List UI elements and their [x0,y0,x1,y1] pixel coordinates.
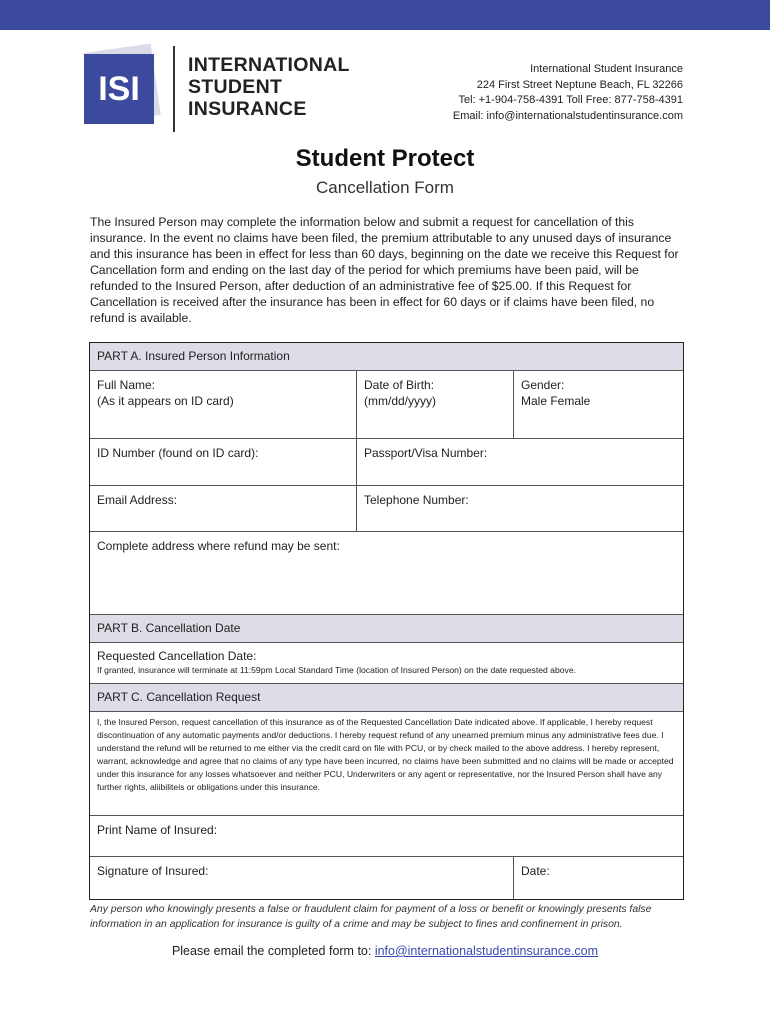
company-email: Email: info@internationalstudentinsurance.com [452,109,683,122]
cancel-date-field[interactable] [90,643,683,683]
signature-label: Signature of Insured: [97,864,209,878]
contact-block [453,62,683,124]
dob-label: Date of Birth: [364,378,435,392]
print-name-row [90,816,683,857]
isi-logo [84,46,384,136]
date-field[interactable] [513,857,683,899]
logo-line: INTERNATIONAL [188,54,350,76]
cancel-date-note: If granted, insurance will terminate at 11:59pm Local Standard Time (location of Insured Person) on the date requested above. [97,665,576,675]
part-b-heading: PART B. Cancellation Date [90,615,683,643]
cancel-date-row [90,643,683,684]
dob-hint: (mm/dd/yyyy) [364,394,436,408]
signature-row [90,857,683,899]
print-name-label: Print Name of Insured: [97,823,218,837]
passport-label: Passport/Visa Number: [364,446,488,460]
id-number-field[interactable] [90,439,356,485]
passport-field[interactable] [356,439,683,485]
address-label: Complete address where refund may be sent: [97,539,340,553]
email-field[interactable] [90,486,356,531]
fraud-disclaimer: Any person who knowingly presents a false or fraudulent claim for payment of a loss or benefit or knowingly presents false information in an application for insurance is guilty of a crime and may be subject to fines and confinement in prison. [90,904,652,930]
submit-text: Please email the completed form to: [171,944,375,958]
part-a-heading: PART A. Insured Person Information [90,343,683,371]
email-phone-row [90,486,683,532]
company-address: 224 First Street Neptune Beach, FL 32266 [476,78,683,91]
logo-abbreviation: ISI [84,54,154,124]
statement-row [90,712,683,816]
logo-divider [173,46,175,132]
full-name-label: Full Name: [97,378,156,392]
print-name-field[interactable] [90,816,683,856]
logo-line: STUDENT [188,76,283,98]
signature-field[interactable] [90,857,513,899]
cancellation-form [89,342,684,900]
top-banner [0,0,770,30]
logo-line: INSURANCE [188,98,307,120]
logo-wordmark [188,54,350,120]
dob-field[interactable] [356,371,513,438]
submit-instructions [0,944,770,958]
page-subtitle: Cancellation Form [316,178,454,197]
id-passport-row [90,439,683,486]
gender-label: Gender: [521,378,565,392]
address-field[interactable] [90,532,683,614]
telephone-label: Telephone Number: [364,493,469,507]
company-name: International Student Insurance [530,63,683,75]
intro-paragraph: The Insured Person may complete the information below and submit a request for cancellation of this insurance. In the event no claims have been filed, the premium attributable to any unused days of insurance and this insurance has been in effect for less than 60 days, beginning on the date we receive this Request for Cancellation form and ending on the last day of the period for which premiums have been paid, will be refunded to the Insured Person, after deduction of an administrative fee of $25.00. If this Request for Cancellation is received after the insurance has been in effect for 60 days or if claims have been filed, no refund is available. [90,215,679,325]
full-name-hint: (As it appears on ID card) [97,394,234,408]
cancel-date-label: Requested Cancellation Date: [97,649,257,663]
company-phone: Tel: +1-904-758-4391 Toll Free: 877-758-4391 [458,94,683,106]
submit-email-link[interactable]: info@internationalstudentinsurance.com [374,944,599,958]
page-title: Student Protect [295,145,475,172]
telephone-field[interactable] [356,486,683,531]
date-label: Date: [521,864,550,878]
part-c-heading: PART C. Cancellation Request [90,684,683,712]
full-name-field[interactable] [90,371,356,438]
email-label: Email Address: [97,493,178,507]
gender-field[interactable] [513,371,683,438]
cancellation-statement: I, the Insured Person, request cancellation of this insurance as of the Requested Cancellation Date indicated above. If applicable, I hereby request discontinuation of any automatic payments and/or deductions. I hereby request refund of any unearned premium minus any administrative fees due. I understand the refund will be returned to me either via the credit card on file with PCU, or by check mailed to the above address. I hereby represent, warrant, acknowledge and agree that no claims of any type have been incurred, no claims have been submitted and no claims will be made or accepted under this insurance for any losses whatsoever and neither PCU, Underwriters or any agent or representative, nor the Insured Person shall have any further rights, aliibiliteis or obligations under this insurance. [97,717,674,792]
address-row [90,532,683,615]
id-number-label: ID Number (found on ID card): [97,446,259,460]
name-dob-gender-row [90,371,683,439]
gender-options: Male Female [521,394,591,408]
